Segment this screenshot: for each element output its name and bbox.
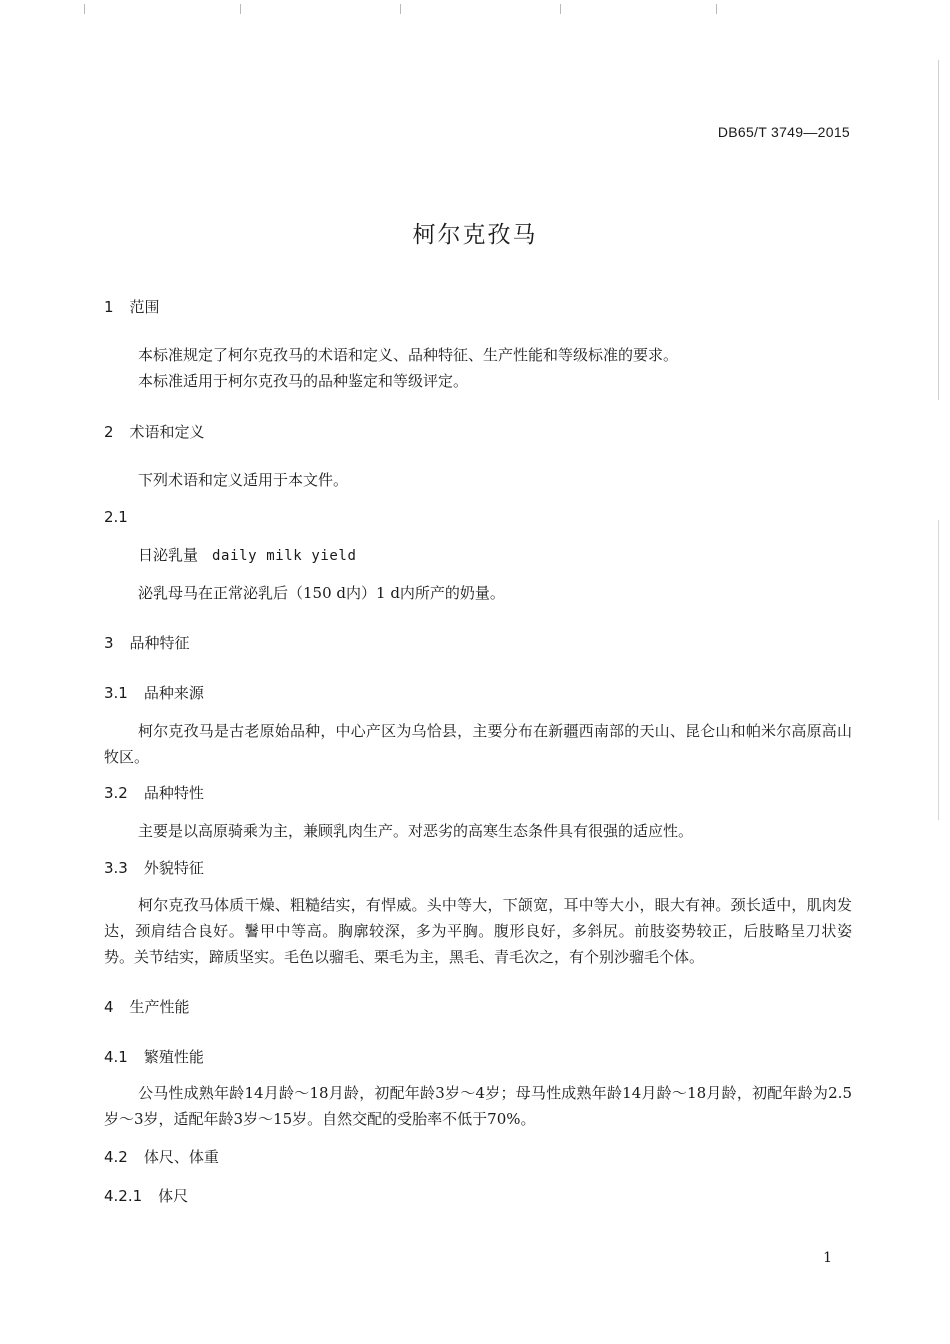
scan-mark bbox=[716, 4, 717, 14]
document-title: 柯尔克孜马 bbox=[412, 222, 538, 248]
appearance-paragraph bbox=[104, 892, 852, 970]
paragraph-text: 柯尔克孜马是古老原始品种，中心产区为乌恰县，主要分布在新疆西南部的天山、昆仑山和帕米尔高原高山牧区。 bbox=[104, 722, 852, 766]
paragraph-text: 主要是以高原骑乘为主，兼顾乳肉生产。对恶劣的高寒生态条件具有很强的适应性。 bbox=[138, 822, 694, 840]
section-heading-terms bbox=[104, 421, 205, 442]
subsection-heading-breed-traits bbox=[104, 782, 204, 803]
page-number: 1 bbox=[823, 1250, 832, 1266]
term-entry bbox=[138, 544, 356, 565]
section-title: 品种特征 bbox=[129, 634, 190, 652]
section-number: 4.1 bbox=[104, 1048, 128, 1066]
section-title: 体尺、体重 bbox=[143, 1148, 219, 1166]
section-heading-breed-characteristics bbox=[104, 632, 190, 653]
section-heading-scope bbox=[104, 296, 160, 317]
section-number: 4.2.1 bbox=[104, 1187, 143, 1205]
section-number: 3.3 bbox=[104, 859, 128, 877]
breed-traits-paragraph bbox=[104, 818, 852, 844]
subsubsection-heading-body-size bbox=[104, 1185, 188, 1206]
section-heading-production-performance bbox=[104, 996, 190, 1017]
document-code: DB65/T 3749—2015 bbox=[717, 124, 850, 140]
section-title: 外貌特征 bbox=[143, 859, 204, 877]
section-number: 4.2 bbox=[104, 1148, 128, 1166]
section-number: 1 bbox=[104, 298, 114, 316]
subsection-heading-appearance bbox=[104, 857, 204, 878]
term-chinese: 日泌乳量 bbox=[138, 546, 199, 564]
section-number: 3 bbox=[104, 634, 114, 652]
subsection-heading-body-measurements bbox=[104, 1146, 219, 1167]
scan-mark bbox=[240, 4, 241, 14]
term-english: daily milk yield bbox=[212, 548, 357, 564]
terms-intro: 下列术语和定义适用于本文件。 bbox=[138, 471, 349, 489]
scope-line-2: 本标准适用于柯尔克孜马的品种鉴定和等级评定。 bbox=[138, 372, 469, 390]
section-number: 2 bbox=[104, 423, 114, 441]
section-number: 2.1 bbox=[104, 508, 128, 526]
term-number bbox=[104, 508, 128, 526]
reproduction-paragraph bbox=[104, 1080, 852, 1132]
scan-mark bbox=[400, 4, 401, 14]
section-title: 品种特性 bbox=[143, 784, 204, 802]
section-number: 3.1 bbox=[104, 684, 128, 702]
section-title: 繁殖性能 bbox=[143, 1048, 204, 1066]
scan-mark bbox=[560, 4, 561, 14]
subsection-heading-reproduction bbox=[104, 1046, 204, 1067]
paragraph-text: 柯尔克孜马体质干燥、粗糙结实，有悍威。头中等大，下颌宽，耳中等大小，眼大有神。颈长适中，肌肉发达，颈肩结合良好。鬐甲中等高。胸廓较深，多为平胸。腹形良好，多斜尻。前肢姿势较正，后肢略呈刀状姿势。关节结实，蹄质坚实。毛色以骝毛、栗毛为主，黑毛、青毛次之，有个别沙骝毛个体。 bbox=[104, 896, 852, 966]
section-title: 体尺 bbox=[158, 1187, 189, 1205]
section-title: 品种来源 bbox=[143, 684, 204, 702]
scan-mark bbox=[84, 4, 85, 14]
paragraph-text: 公马性成熟年龄14月龄～18月龄，初配年龄3岁～4岁；母马性成熟年龄14月龄～18月龄，初配年龄为2.5岁～3岁，适配年龄3岁～15岁。自然交配的受胎率不低于70%。 bbox=[104, 1084, 852, 1128]
subsection-heading-breed-origin bbox=[104, 682, 204, 703]
term-definition: 泌乳母马在正常泌乳后（150 d内）1 d内所产的奶量。 bbox=[138, 584, 505, 602]
section-number: 4 bbox=[104, 998, 114, 1016]
breed-origin-paragraph bbox=[104, 718, 852, 770]
scope-line-1: 本标准规定了柯尔克孜马的术语和定义、品种特征、生产性能和等级标准的要求。 bbox=[138, 346, 679, 364]
section-title: 范围 bbox=[129, 298, 160, 316]
section-number: 3.2 bbox=[104, 784, 128, 802]
section-title: 生产性能 bbox=[129, 998, 190, 1016]
section-title: 术语和定义 bbox=[129, 423, 205, 441]
scan-mark bbox=[938, 520, 939, 820]
